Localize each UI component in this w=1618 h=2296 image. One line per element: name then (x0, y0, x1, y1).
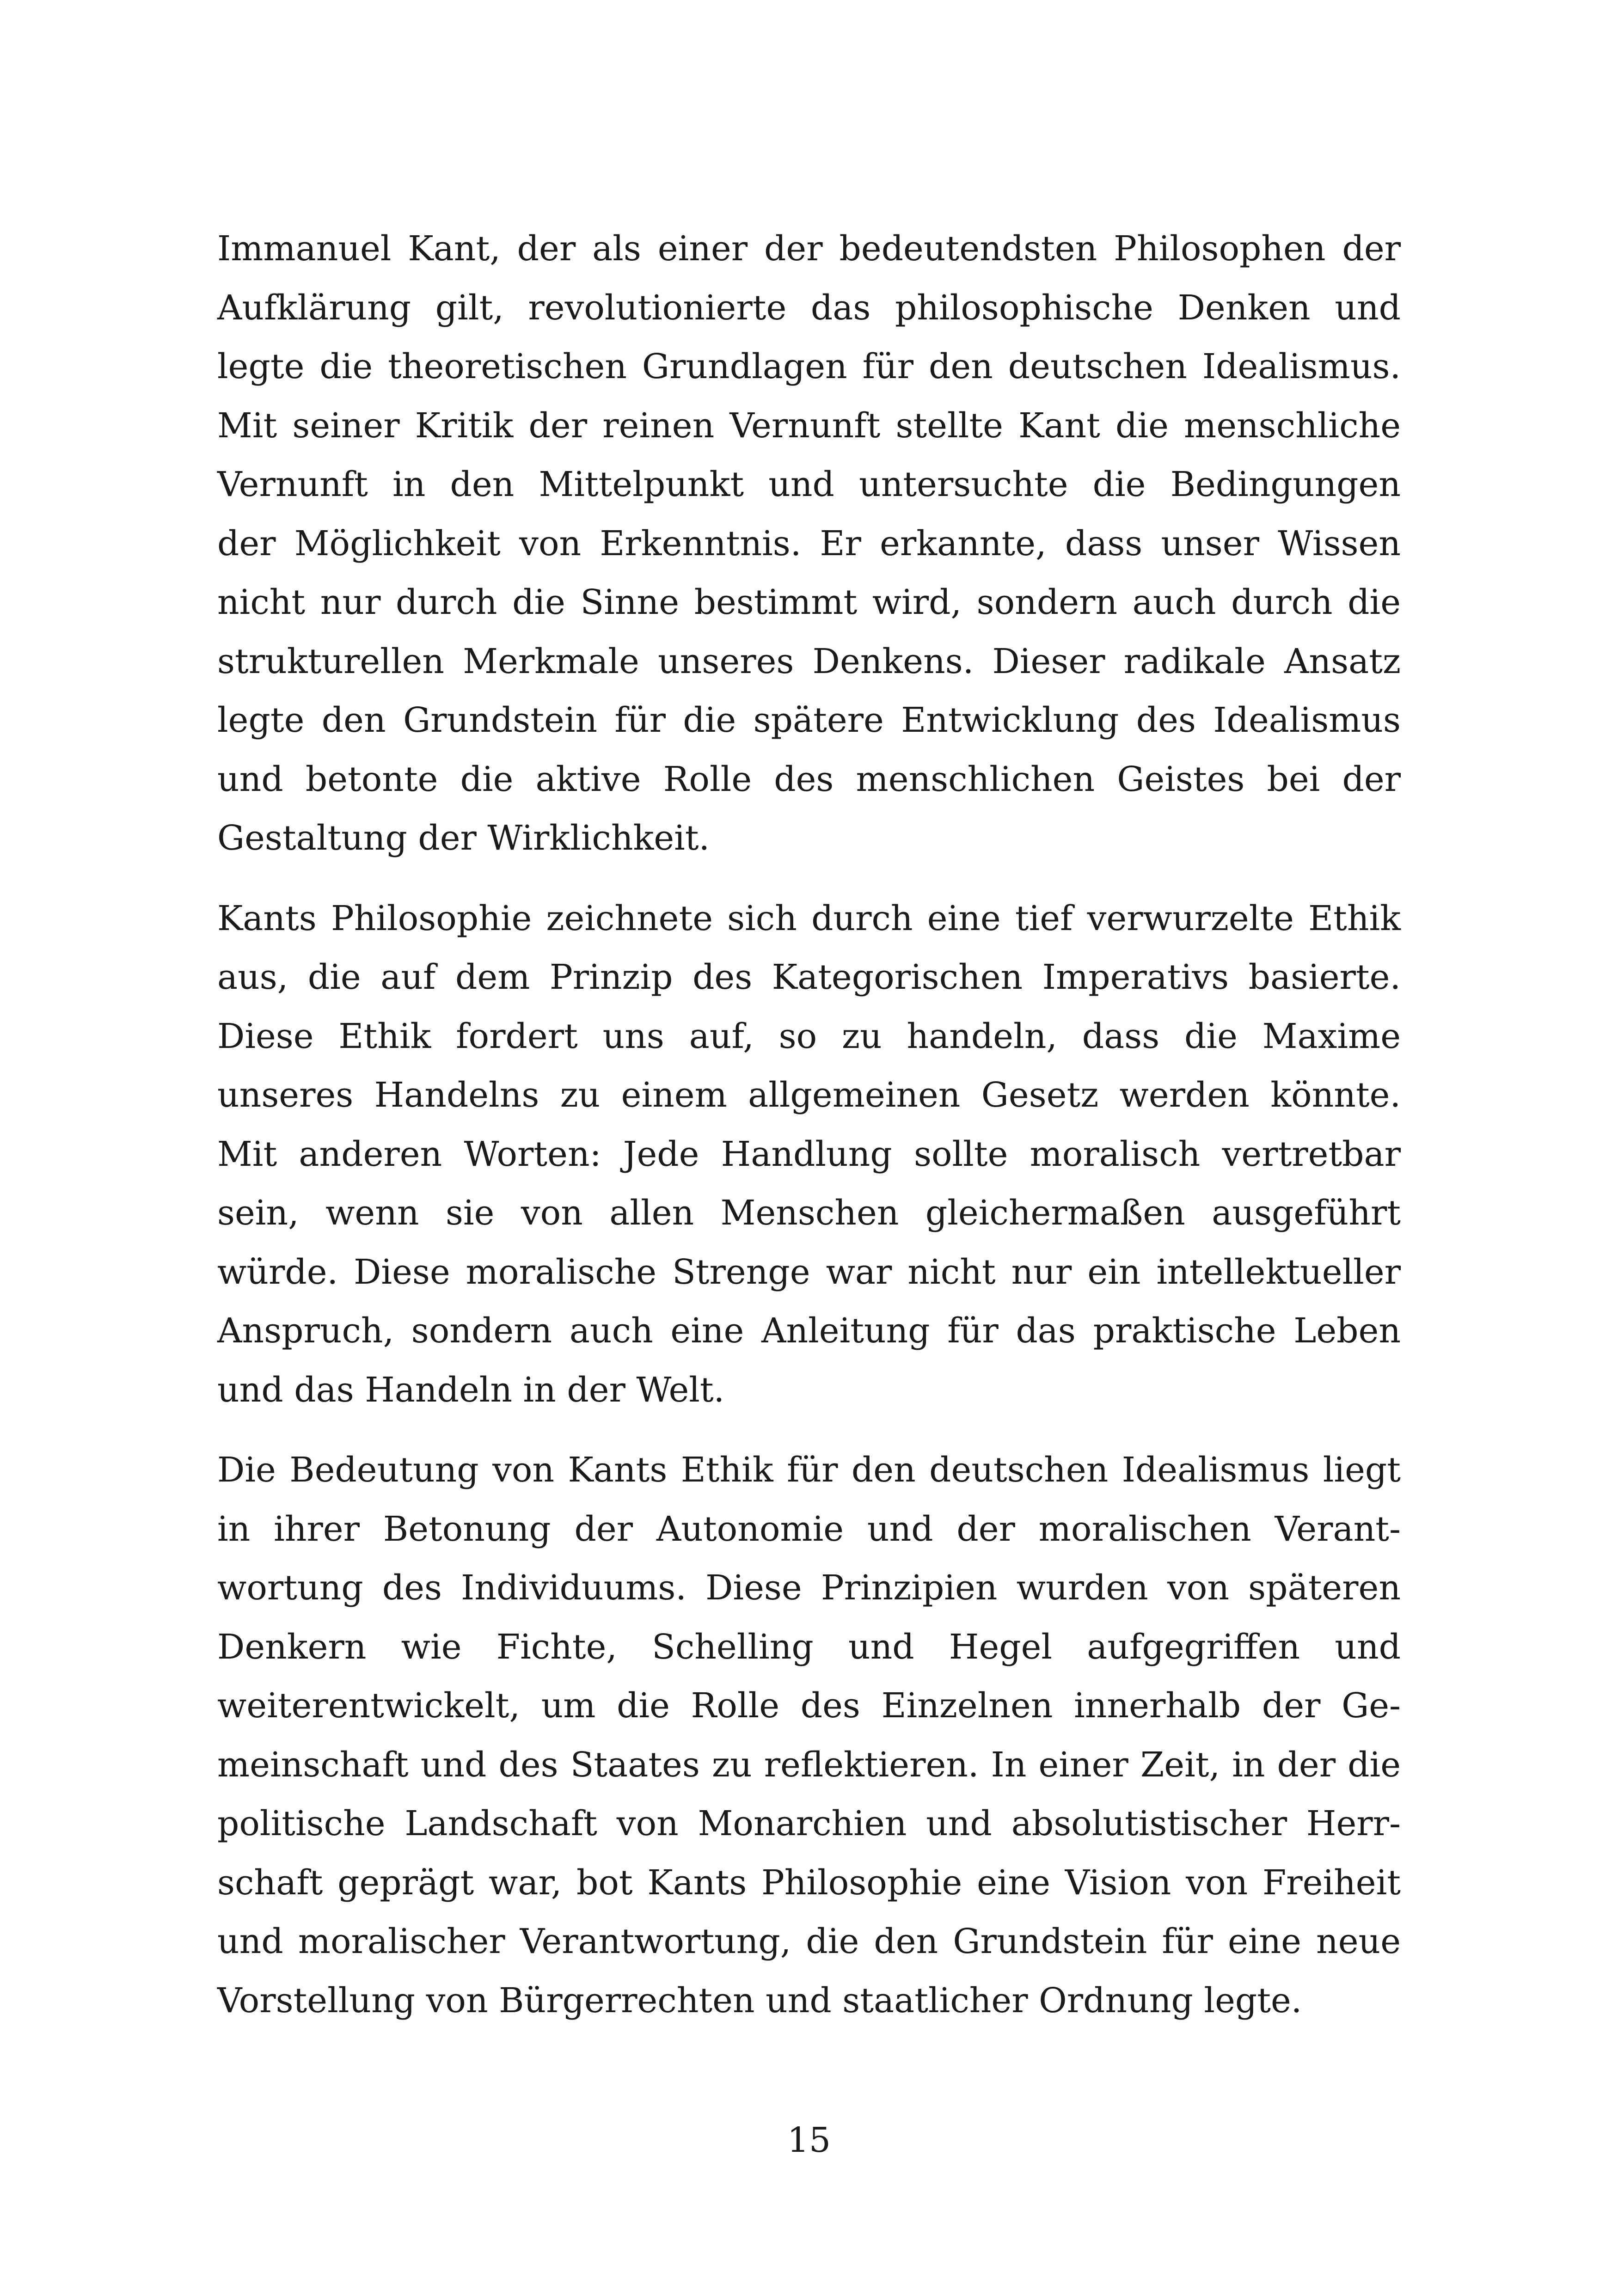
text-line: Die Bedeutung von Kants Ethik für den deutschen Idealismus liegt (217, 1450, 1401, 1490)
text-line: Aufklärung gilt, revolutionierte das philosophische Denken und (217, 288, 1401, 328)
text-line: Mit seiner Kritik der reinen Vernunft stellte Kant die menschliche (217, 405, 1401, 446)
text-line: Mit anderen Worten: Jede Handlung sollte moralisch vertretbar (217, 1134, 1401, 1174)
text-line: strukturellen Merkmale unseres Denkens. Dieser radikale Ansatz (217, 641, 1401, 681)
text-line: legte den Grundstein für die spätere Entwicklung des Idealismus (217, 700, 1401, 740)
page-number: 15 (787, 2120, 831, 2160)
text-line: nicht nur durch die Sinne bestimmt wird, sondern auch durch die (217, 582, 1401, 622)
text-line: der Möglichkeit von Erkenntnis. Er erkannte, dass unser Wissen (217, 523, 1401, 563)
text-line: weiterentwickelt, um die Rolle des Einzelnen innerhalb der Ge- (217, 1686, 1401, 1726)
paragraph-3 (217, 1441, 1401, 2030)
text-line: in ihrer Betonung der Autonomie und der moralischen Verant- (217, 1509, 1401, 1549)
text-line: und betonte die aktive Rolle des menschlichen Geistes bei der (217, 759, 1401, 799)
text-line: Denkern wie Fichte, Schelling und Hegel aufgegriffen und (217, 1627, 1401, 1667)
body-text (217, 220, 1401, 2030)
paragraph-1 (217, 220, 1401, 868)
text-line: Vorstellung von Bürgerrechten und staatlicher Ordnung legte. (217, 1980, 1302, 2020)
text-line: Anspruch, sondern auch eine Anleitung für das praktische Leben (217, 1311, 1401, 1351)
text-line: Vernunft in den Mittelpunkt und untersuchte die Bedingungen (217, 465, 1401, 504)
text-line: politische Landschaft von Monarchien und absolutistischer Herr- (217, 1804, 1401, 1843)
text-line: meinschaft und des Staates zu reflektieren. In einer Zeit, in der die (217, 1745, 1401, 1785)
text-line: und das Handeln in der Welt. (217, 1370, 725, 1410)
text-line: legte die theoretischen Grundlagen für den deutschen Idealismus. (217, 347, 1401, 386)
text-line: unseres Handelns zu einem allgemeinen Gesetz werden könnte. (217, 1075, 1401, 1115)
text-line: wortung des Individuums. Diese Prinzipien wurden von späteren (217, 1568, 1401, 1608)
text-line: würde. Diese moralische Strenge war nicht nur ein intellektueller (217, 1252, 1401, 1292)
text-line: Kants Philosophie zeichnete sich durch eine tief verwurzelte Ethik (217, 898, 1401, 938)
paragraph-2 (217, 889, 1401, 1420)
text-line: Immanuel Kant, der als einer der bedeutendsten Philosophen der (217, 229, 1401, 269)
text-line: sein, wenn sie von allen Menschen gleichermaßen ausgeführt (217, 1193, 1401, 1233)
text-line: Gestaltung der Wirklichkeit. (217, 818, 710, 858)
text-line: aus, die auf dem Prinzip des Kategorischen Imperativs basierte. (217, 957, 1401, 997)
text-line: Diese Ethik fordert uns auf, so zu handeln, dass die Maxime (217, 1016, 1401, 1056)
text-line: und moralischer Verantwortung, die den Grundstein für eine neue (217, 1922, 1401, 1961)
text-line: schaft geprägt war, bot Kants Philosophie eine Vision von Freiheit (217, 1862, 1401, 1903)
